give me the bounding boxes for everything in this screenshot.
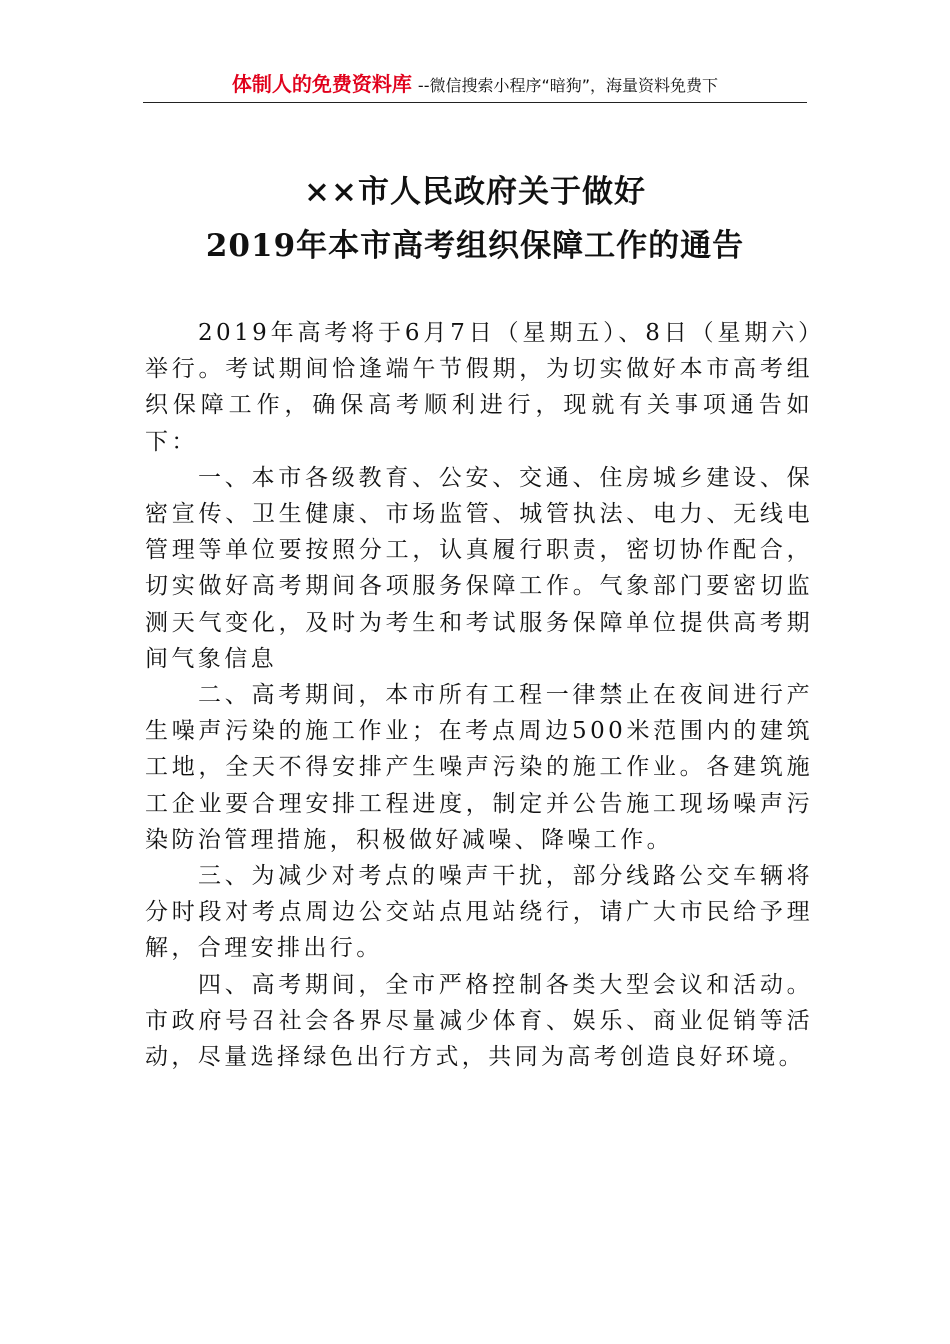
item-one-paragraph: 一、本市各级教育、公安、交通、住房城乡建设、保密宣传、卫生健康、市场监管、城管执法、电力、无线电管理等单位要按照分工，认真履行职责，密切协作配合，切实做好高考期间各项服务保障工作。气象部门要密切监测天气变化，及时为考生和考试服务保障单位提供高考期间气象信息	[145, 464, 813, 672]
item-three-paragraph: 三、为减少对考点的噪声干扰，部分线路公交车辆将分时段对考点周边公交站点甩站绕行，请广大市民给予理解，合理安排出行。	[145, 863, 813, 962]
header-brand: 体制人的免费资料库	[231, 72, 412, 96]
header-note: --微信搜索小程序“暗狗”，海量资料免费下	[417, 76, 719, 95]
item-two-paragraph: 二、高考期间，本市所有工程一律禁止在夜间进行产生噪声污染的施工作业；在考点周边500米范围内的建筑工地，全天不得安排产生噪声污染的施工作业。各建筑施工企业要合理安排工程进度，制定并公告施工现场噪声污染防治管理措施，积极做好减噪、降噪工作。	[145, 682, 813, 853]
document-body	[145, 315, 813, 1075]
title-line-1: ××市人民政府关于做好	[304, 174, 646, 210]
document-title	[0, 165, 950, 273]
page-header	[143, 68, 807, 103]
item-four-paragraph: 四、高考期间，全市严格控制各类大型会议和活动。市政府号召社会各界尽量减少体育、娱乐、商业促销等活动，尽量选择绿色出行方式，共同为高考创造良好环境。	[145, 971, 813, 1071]
intro-paragraph: 2019年高考将于6月7日（星期五）、8日（星期六）举行。考试期间恰逢端午节假期，为切实做好本市高考组织保障工作，确保高考顺利进行，现就有关事项通告如下：	[145, 320, 813, 455]
title-line-2: 2019年本市高考组织保障工作的通告	[205, 228, 745, 264]
